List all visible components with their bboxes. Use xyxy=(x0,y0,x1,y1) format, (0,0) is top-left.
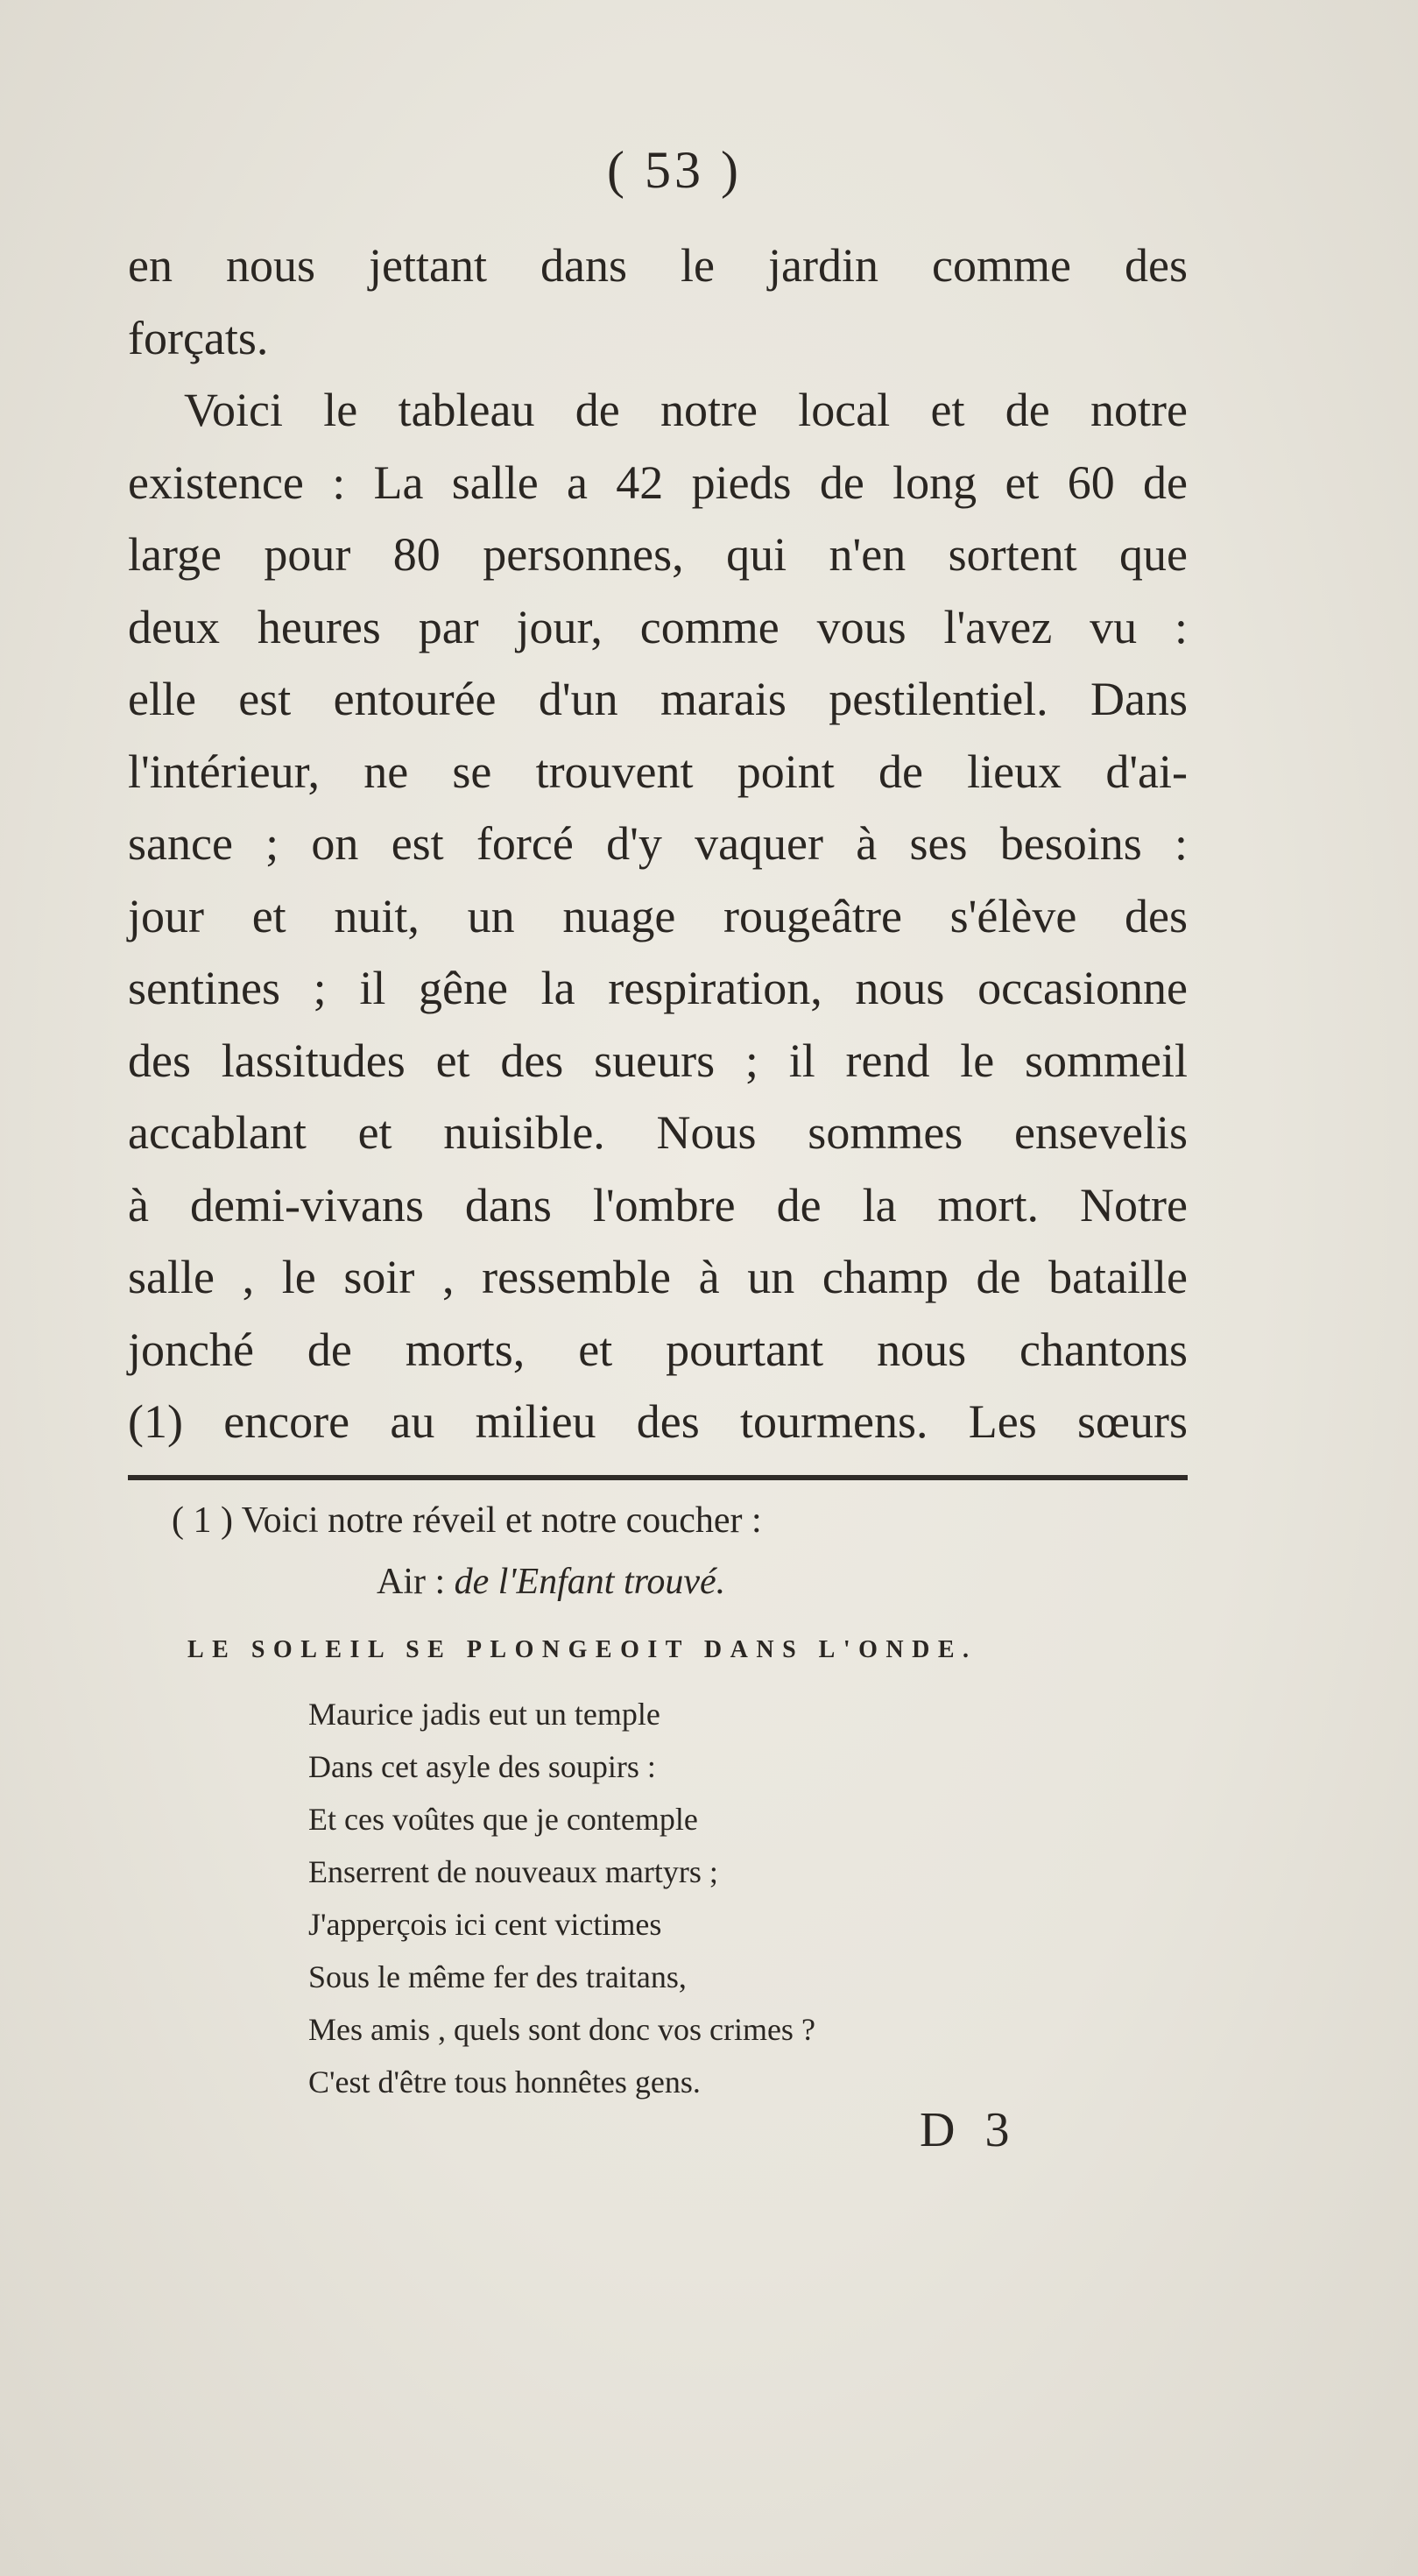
verse-line: Sous le même fer des traitans, xyxy=(308,1959,687,1994)
text-line: Voici le tableau de notre local et de notre xyxy=(184,384,1188,436)
text-line: large pour 80 personnes, qui n'en sortent que xyxy=(128,528,1188,581)
verse-line: Maurice jadis eut un temple xyxy=(308,1697,660,1732)
text-line: à demi-vivans dans l'ombre de la mort. Notre xyxy=(128,1178,1188,1232)
text-line: en nous jettant dans le jardin comme des xyxy=(128,239,1188,292)
text-line: forçats. xyxy=(128,311,269,364)
text-line: des lassitudes et des sueurs ; il rend le sommeil xyxy=(128,1034,1188,1087)
text-line: jonché de morts, et pourtant nous chantons xyxy=(128,1323,1188,1376)
text-line: (1) encore au milieu des tourmens. Les sœurs xyxy=(128,1395,1188,1448)
text-line: deux heures par jour, comme vous l'avez vu : xyxy=(128,600,1188,653)
page-number: ( 53 ) xyxy=(607,141,742,199)
verse-line: Enserrent de nouveaux martyrs ; xyxy=(308,1854,718,1889)
text-line: jour et nuit, un nuage rougeâtre s'élève des xyxy=(128,889,1188,942)
footnote-heading: ( 1 ) Voici notre réveil et notre coucher : xyxy=(172,1500,762,1541)
text-line: l'intérieur, ne se trouvent point de lieux d'ai- xyxy=(128,745,1188,798)
verse-line: Mes amis , quels sont donc vos crimes ? xyxy=(308,2012,815,2047)
air-label: Air : xyxy=(377,1562,455,1602)
footnote-divider xyxy=(128,1475,1188,1480)
footnote-air xyxy=(377,1561,1077,1603)
verse-line: C'est d'être tous honnêtes gens. xyxy=(308,2064,701,2100)
air-title: de l'Enfant trouvé. xyxy=(454,1562,726,1602)
footnote-verse xyxy=(308,1688,1097,2108)
footnote-tune: LE SOLEIL SE PLONGEOIT DANS L'ONDE. xyxy=(187,1636,977,1663)
text-line: sentines ; il gêne la respiration, nous occasionne xyxy=(128,962,1188,1014)
verse-line: Et ces voûtes que je contemple xyxy=(308,1802,698,1837)
signature-mark: D 3 xyxy=(920,2103,1019,2157)
text-line: existence : La salle a 42 pieds de long et 60 de xyxy=(128,455,1188,509)
text-line: elle est entourée d'un marais pestilentiel. Dans xyxy=(128,673,1188,725)
main-text xyxy=(128,229,1188,1458)
verse-line: J'apperçois ici cent victimes xyxy=(308,1907,662,1942)
text-line: sance ; on est forcé d'y vaquer à ses besoins : xyxy=(128,817,1188,870)
text-line: salle , le soir , ressemble à un champ de bataille xyxy=(128,1251,1188,1303)
verse-line: Dans cet asyle des soupirs : xyxy=(308,1749,656,1784)
text-line: accablant et nuisible. Nous sommes ensevelis xyxy=(128,1106,1188,1159)
